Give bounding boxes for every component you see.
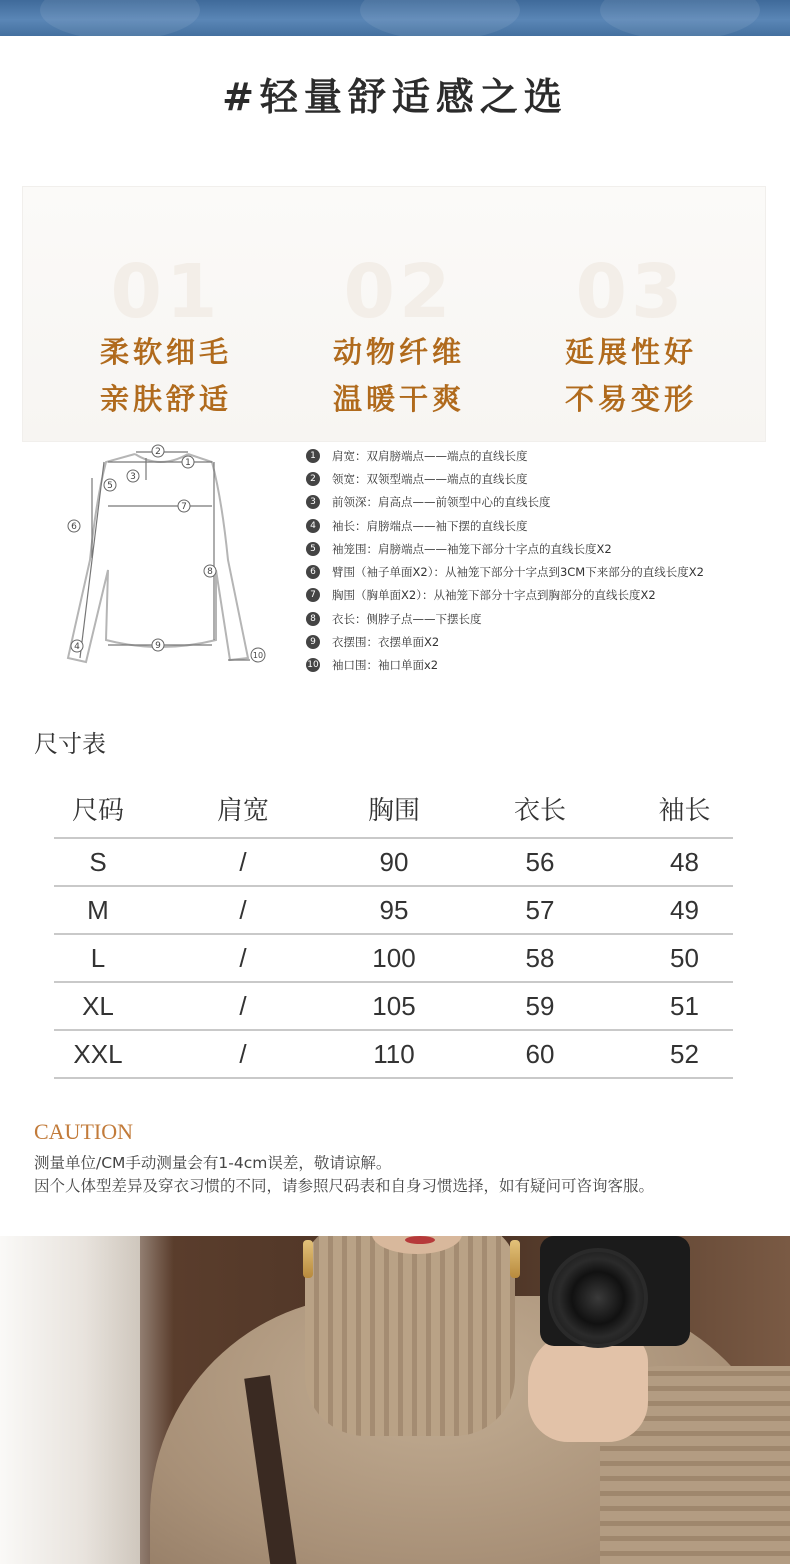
legend-text: 衣长：侧脖子点——下摆长度 (332, 611, 482, 626)
table-cell: / (142, 934, 344, 982)
table-header-row (54, 780, 733, 838)
table-cell: 60 (444, 1030, 636, 1078)
column-header: 肩宽 (142, 780, 344, 838)
photo-hand (528, 1332, 648, 1442)
diagram-label: 10 (252, 651, 264, 660)
legend-text: 前领深：肩高点——前领型中心的直线长度 (332, 495, 551, 510)
feature-number: 03 (575, 249, 687, 335)
legend-text: 领宽：双领型端点——端点的直线长度 (332, 471, 528, 486)
photo-curtain (0, 1236, 140, 1564)
diagram-label: 2 (155, 447, 161, 457)
legend-number: 2 (306, 472, 320, 486)
column-header: 尺码 (54, 780, 142, 838)
table-cell: XXL (54, 1030, 142, 1078)
top-product-photo (0, 0, 790, 36)
table-cell: / (142, 1030, 344, 1078)
table-cell: 90 (344, 838, 444, 886)
legend-number: 9 (306, 635, 320, 649)
table-cell: 57 (444, 886, 636, 934)
legend-number: 4 (306, 519, 320, 533)
caution-note: 测量单位/CM手动测量会有1-4cm误差，敬请谅解。 (34, 1154, 392, 1172)
table-cell: 50 (636, 934, 733, 982)
feature-line2: 温暖干爽 (332, 382, 465, 416)
photo-fold-shape (360, 0, 520, 36)
diagram-label: 1 (185, 458, 191, 468)
table-cell: 58 (444, 934, 636, 982)
table-cell: M (54, 886, 142, 934)
caution-note: 因个人体型差异及穿衣习惯的不同，请参照尺码表和自身习惯选择，如有疑问可咨询客服。 (34, 1177, 655, 1195)
legend-text: 胸围（胸单面X2）：从袖笼下部分十字点到胸部分的直线长度X2 (332, 588, 656, 603)
size-table (54, 780, 733, 1079)
table-cell: XL (54, 982, 142, 1030)
column-header: 衣长 (444, 780, 636, 838)
legend-item (306, 560, 776, 583)
legend-number: 3 (306, 495, 320, 509)
feature-number: 02 (343, 249, 455, 335)
caution-title: CAUTION (34, 1119, 133, 1140)
table-cell: 51 (636, 982, 733, 1030)
camera-lens-icon (548, 1248, 648, 1348)
feature-line2: 亲肤舒适 (99, 382, 232, 416)
table-cell: 100 (344, 934, 444, 982)
photo-earring (510, 1240, 520, 1278)
column-header: 袖长 (636, 780, 733, 838)
diagram-label: 8 (207, 567, 213, 577)
table-row (54, 982, 733, 1030)
measurement-legend (306, 444, 776, 677)
photo-fold-shape (40, 0, 200, 36)
table-row (54, 934, 733, 982)
model-photo (0, 1236, 790, 1564)
legend-text: 肩宽：双肩膀端点——端点的直线长度 (332, 448, 528, 463)
legend-text: 衣摆围：衣摆单面X2 (332, 635, 440, 650)
legend-number: 1 (306, 449, 320, 463)
table-cell: S (54, 838, 142, 886)
legend-text: 袖口围：袖口单面x2 (332, 658, 439, 673)
legend-item (306, 537, 776, 560)
feature-line1: 动物纤维 (332, 335, 465, 369)
table-cell: / (142, 886, 344, 934)
legend-item (306, 630, 776, 653)
diagram-label: 6 (71, 522, 77, 532)
sweater-outline-icon (60, 440, 280, 670)
column-header: 胸围 (344, 780, 444, 838)
feature-line1: 延展性好 (564, 335, 697, 369)
legend-item (306, 514, 776, 537)
feature-line1: 柔软细毛 (99, 335, 232, 369)
table-cell: 59 (444, 982, 636, 1030)
table-cell: 49 (636, 886, 733, 934)
table-cell: / (142, 838, 344, 886)
table-cell: 56 (444, 838, 636, 886)
section-headline: #轻量舒适感之选 (222, 75, 568, 119)
table-row (54, 1030, 733, 1078)
legend-text: 臂围（袖子单面X2）：从袖笼下部分十字点到3CM下来部分的直线长度X2 (332, 565, 704, 580)
photo-turtleneck (305, 1236, 515, 1436)
legend-item (306, 584, 776, 607)
legend-number: 10 (307, 660, 319, 671)
legend-text: 袖笼围：肩膀端点——袖笼下部分十字点的直线长度X2 (332, 541, 612, 556)
diagram-label: 5 (107, 481, 113, 491)
photo-fold-shape (600, 0, 760, 36)
table-row (54, 838, 733, 886)
sweater-measurement-diagram (60, 440, 280, 670)
table-cell: 52 (636, 1030, 733, 1078)
table-cell: 95 (344, 886, 444, 934)
feature-line2: 不易变形 (564, 382, 697, 416)
feature-item (56, 187, 276, 443)
photo-earring (303, 1240, 313, 1278)
feature-item (521, 187, 741, 443)
table-cell: 48 (636, 838, 733, 886)
table-cell: L (54, 934, 142, 982)
legend-item (306, 607, 776, 630)
legend-number: 7 (306, 588, 320, 602)
diagram-label: 9 (155, 641, 161, 651)
table-row (54, 886, 733, 934)
table-cell: 110 (344, 1030, 444, 1078)
feature-item (289, 187, 509, 443)
legend-item (306, 444, 776, 467)
legend-number: 5 (306, 542, 320, 556)
feature-number: 01 (110, 249, 222, 335)
diagram-label: 7 (181, 502, 187, 512)
legend-item (306, 491, 776, 514)
size-table-title: 尺寸表 (34, 730, 106, 758)
legend-item (306, 654, 776, 677)
legend-item (306, 467, 776, 490)
legend-number: 6 (306, 565, 320, 579)
diagram-label: 3 (130, 472, 136, 482)
table-cell: / (142, 982, 344, 1030)
legend-text: 袖长：肩膀端点——袖下摆的直线长度 (332, 518, 528, 533)
table-cell: 105 (344, 982, 444, 1030)
features-panel (22, 186, 766, 442)
legend-number: 8 (306, 612, 320, 626)
diagram-label: 4 (74, 642, 80, 652)
photo-lip (405, 1236, 435, 1244)
